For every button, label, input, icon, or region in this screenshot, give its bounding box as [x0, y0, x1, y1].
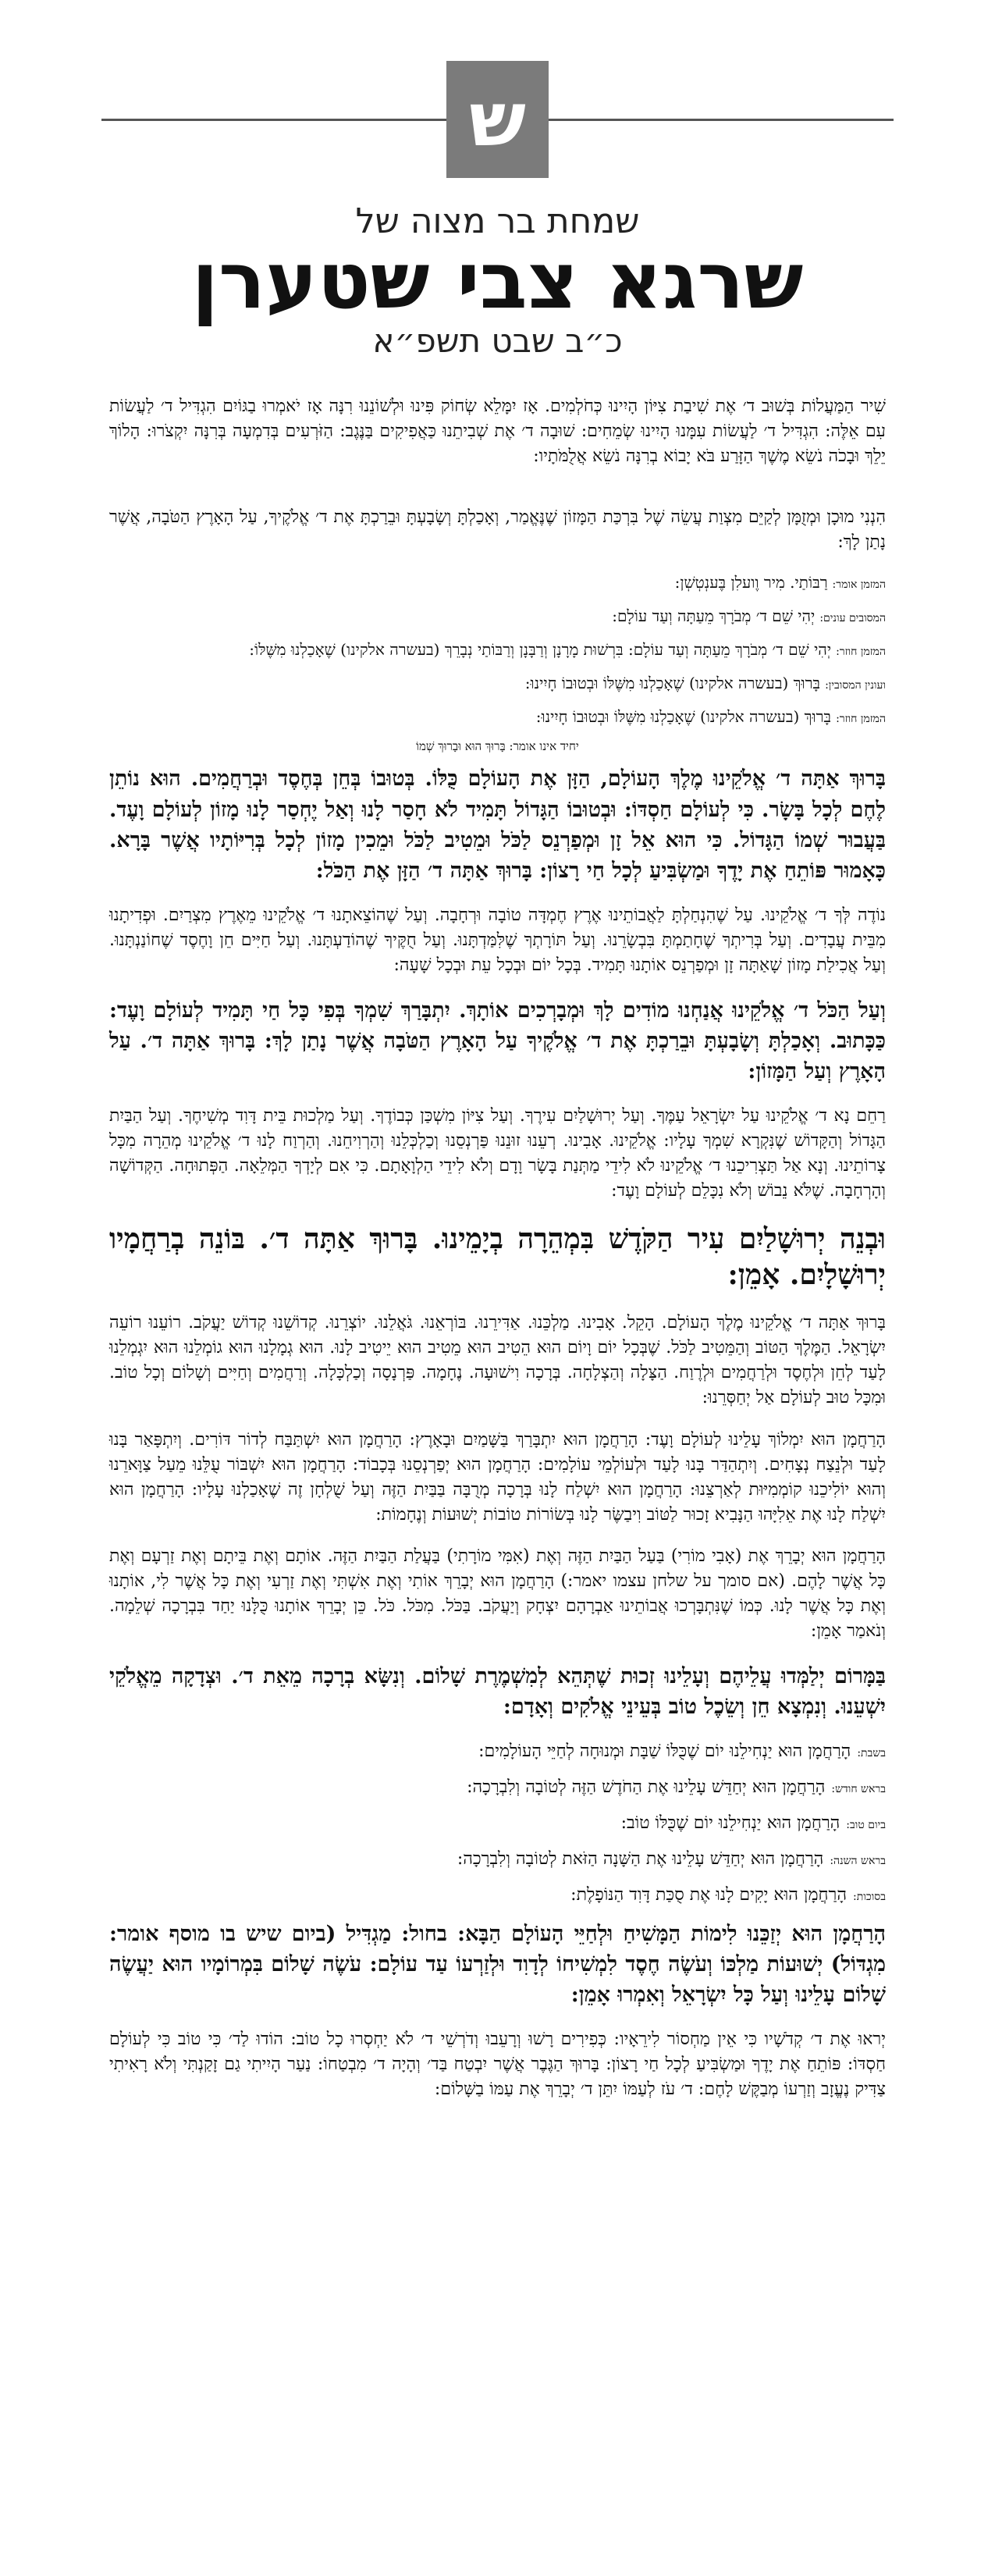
veal-hakol: וְעַל הַכֹּל ד׳ אֱלֹקֵינוּ אֲנַחְנוּ מוֹדִים לָךְ וּמְבָרְכִים אוֹתָךְ. יִתְבָּרַךְ שִׁמְךָ בְּפִי כָּל חַי תָּמִיד לְעוֹלָם וָעֶד: כַּכָּתוּב. וְאָכַלְתָּ וְשָׂבָעְתָּ וּבֵרַכְתָּ אֶת ד׳ אֱלֹקֶיךָ עַל הָאָרֶץ הַטֹּבָה אֲשֶׁר נָתַן לָךְ: בָּרוּךְ אַתָּה ד׳. עַל הָאָרֶץ וְעַל הַמָּזוֹן:	[109, 998, 886, 1083]
occasion-rosh-hashana	[109, 1847, 886, 1872]
occasion-tag: בסוכות:	[853, 1890, 886, 1903]
occasion-text: הָרַחֲמָן הוּא יַנְחִילֵנוּ יוֹם שֶׁכֻּלּוֹ טוֹב:	[620, 1813, 840, 1834]
harachaman-paragraph-3: הָרַחֲמָן הוּא יְזַכֵּנוּ לִימוֹת הַמָּשִׁיחַ וּלְחַיֵּי הָעוֹלָם הַבָּא: בחול: מַגְדִּיל (ביום שיש בו מוסף אומר: מִגְדּוֹל) יְשׁוּעוֹת מַלְכּוֹ וְעֹשֶׂה חֶסֶד לִמְשִׁיחוֹ לְדָוִד וּלְזַרְעוֹ עַד עוֹלָם: עֹשֶׂה שָׁלוֹם בִּמְרוֹמָיו הוּא יַעֲשֶׂה שָׁלוֹם עָלֵינוּ וְעַל כָּל יִשְׂרָאֵל וְאִמְרוּ אָמֵן:	[109, 1921, 886, 2007]
occasion-text: הָרַחֲמָן הוּא יָקִים לָנוּ אֶת סֻכַּת דָּוִד הַנּוֹפָלֶת:	[570, 1884, 848, 1905]
occasion-yom-tov	[109, 1811, 886, 1836]
yachid-note: יחיד אינו אומר: בָּרוּךְ הוּא וּבָרוּךְ שְׁמוֹ	[416, 739, 579, 754]
bamarom: בַּמָּרוֹם יְלַמְּדוּ עֲלֵיהֶם וְעָלֵינוּ זְכוּת שֶׁתְּהֵא לְמִשְׁמֶרֶת שָׁלוֹם. וְנִשָּׂא בְרָכָה מֵאֵת ד׳. וּצְדָקָה מֵאֱלֹקֵי יִשְׁעֵנוּ. וְנִמְצָא חֵן וְשֵׂכֶל טוֹב בְּעֵינֵי אֱלֹקִים וְאָדָם:	[109, 1663, 886, 1720]
header-rule-left	[101, 119, 446, 121]
celebrant-name: שרגא צבי שטערן	[191, 235, 804, 326]
occasion-tag: בראש השנה:	[830, 1854, 886, 1867]
event-date: כ״ב שבט תשפ״א	[372, 322, 623, 360]
spacer	[109, 486, 886, 505]
occasion-text: הָרַחֲמָן הוּא יְחַדֵּשׁ עָלֵינוּ אֶת הַחֹדֶשׁ הַזֶּה לְטוֹבָה וְלִבְרָכָה:	[467, 1777, 826, 1798]
zimun-line-4	[109, 672, 886, 695]
shir-hamaalos: שִׁיר הַמַּעֲלוֹת בְּשׁוּב ד׳ אֶת שִׁיבַת צִיּוֹן הָיִינוּ כְּחֹלְמִים. אָז יִמָּלֵא שְׂחוֹק פִּינוּ וּלְשׁוֹנֵנוּ רִנָּה אָז יֹאמְרוּ בַגּוֹיִם הִגְדִּיל ד׳ לַעֲשׂוֹת עִם אֵלֶּה: הִגְדִּיל ד׳ לַעֲשׂוֹת עִמָּנוּ הָיִינוּ שְׂמֵחִים: שׁוּבָה ד׳ אֶת שְׁבִיתֵנוּ כַּאֲפִיקִים בַּנֶּגֶב: הַזֹּרְעִים בְּדִמְעָה בְּרִנָּה יִקְצֹרוּ: הָלוֹךְ יֵלֵךְ וּבָכֹה נֹשֵׂא מֶשֶׁךְ הַזָּרַע בֹּא יָבוֹא בְרִנָּה נֹשֵׂא אֲלֻמֹּתָיו:	[109, 397, 886, 466]
zimun-line-5	[109, 706, 886, 728]
zimun-line-2	[109, 605, 886, 628]
uvneh-yerushalayim: וּבְנֵה יְרוּשָׁלַיִם עִיר הַקֹּדֶשׁ בִּמְהֵרָה בְיָמֵינוּ. בָּרוּךְ אַתָּה ד׳. בּוֹנֵה בְרַחֲמָיו יְרוּשָׁלָיִם. אָמֵן:	[109, 1222, 886, 1292]
nodeh-paragraph: נוֹדֶה לְּךָ ד׳ אֱלֹקֵינוּ. עַל שֶׁהִנְחַלְתָּ לַאֲבוֹתֵינוּ אֶרֶץ חֶמְדָּה טוֹבָה וּרְחָבָה. וְעַל שֶׁהוֹצֵאתָנוּ ד׳ אֱלֹקֵינוּ מֵאֶרֶץ מִצְרַיִם. וּפְדִיתָנוּ מִבֵּית עֲבָדִים. וְעַל בְּרִיתְךָ שֶׁחָתַמְתָּ בִּבְשָׂרֵנוּ. וְעַל תּוֹרָתְךָ שֶׁלִּמַּדְתָּנוּ. וְעַל חֻקֶּיךָ שֶׁהוֹדַעְתָּנוּ. וְעַל חַיִּים חֵן וָחֶסֶד שֶׁחוֹנַנְתָּנוּ. וְעַל אֲכִילַת מָזוֹן שָׁאַתָּה זָן וּמְפַרְנֵס אוֹתָנוּ תָּמִיד. בְּכָל יוֹם וּבְכָל עֵת וּבְכָל שָׁעָה:	[109, 906, 886, 975]
yeru-paragraph: יְראוּ אֶת ד׳ קְדֹשָׁיו כִּי אֵין מַחְסוֹר לִירֵאָיו: כְּפִירִים רָשׁוּ וְרָעֵבוּ וְדֹרְשֵׁי ד׳ לֹא יַחְסְרוּ כָל טוֹב: הוֹדוּ לַד׳ כִּי טוֹב כִּי לְעוֹלָם חַסְדּוֹ: פּוֹתֵחַ אֶת יָדֶךָ וּמַשְׂבִּיעַ לְכָל חַי רָצוֹן: בָּרוּךְ הַגֶּבֶר אֲשֶׁר יִבְטַח בַּד׳ וְהָיָה ד׳ מִבְטַחוֹ: נַעַר הָיִיתִי גַם זָקַנְתִּי וְלֹא רָאִיתִי צַדִּיק נֶעֱזָב וְזַרְעוֹ מְבַקֶּשׁ לָחֶם: ד׳ עֹז לְעַמּוֹ יִתֵּן ד׳ יְבָרֵךְ אֶת עַמּוֹ בַשָּׁלוֹם:	[109, 2030, 886, 2099]
zimun-text: בָּרוּךְ (בעשרה אלקינו) שֶׁאָכַלְנוּ מִשֶּׁלּוֹ וּבְטוּבוֹ חָיִינוּ:	[535, 707, 832, 727]
logo-letter: ש	[469, 76, 526, 163]
occasion-text: הָרַחֲמָן הוּא יַנְחִילֵנוּ יוֹם שֶׁכֻּלּוֹ שַׁבָּת וּמְנוּחָה לְחַיֵּי הָעוֹלָמִים:	[478, 1742, 851, 1762]
harachaman-paragraph-2: הָרַחֲמָן הוּא יְבָרֵךְ אֶת (אָבִי מוֹרִי) בַּעַל הַבַּיִת הַזֶּה וְאֶת (אִמִּי מוֹרָתִי) בַּעֲלַת הַבַּיִת הַזֶּה. אוֹתָם וְאֶת בֵּיתָם וְאֶת זַרְעָם וְאֶת כָּל אֲשֶׁר לָהֶם. (אם סומך על שלחן עצמו יאמר:) הָרַחֲמָן הוּא יְבָרֵךְ אוֹתִי וְאֶת אִשְׁתִּי וְאֶת זַרְעִי וְאֶת כָּל אֲשֶׁר לִי, אוֹתָנוּ וְאֶת כָּל אֲשֶׁר לָנוּ. כְּמוֹ שֶׁנִּתְבָּרְכוּ אֲבוֹתֵינוּ אַבְרָהָם יִצְחָק וְיַעֲקֹב. בַּכֹּל. מִכֹּל. כֹּל. כֵּן יְבָרֵךְ אוֹתָנוּ כֻּלָּנוּ יַחַד בִּבְרָכָה שְׁלֵמָה. וְנֹאמַר אָמֵן:	[109, 1546, 886, 1642]
occasion-tag: ביום טוב:	[846, 1819, 886, 1832]
zimun-text: רַבּוֹתַי. מִיר וֶועלִן בֶּענְטְשְׁן:	[674, 573, 828, 592]
zimun-line-3	[109, 639, 886, 661]
header-rule-right	[549, 119, 894, 121]
occasion-sukkos	[109, 1883, 886, 1908]
zimun-text: יְהִי שֵׁם ד׳ מְבֹרָךְ מֵעַתָּה וְעַד עוֹלָם:	[612, 607, 816, 626]
occasion-tag: בשבת:	[857, 1747, 886, 1760]
occasion-tag: בראש חודש:	[831, 1783, 886, 1796]
subtitle: שמחת בר מצוה של	[355, 201, 640, 241]
baruch-hazan: בָּרוּךְ אַתָּה ד׳ אֱלֹקֵינוּ מֶלֶךְ הָעוֹלָם, הַזָּן אֶת הָעוֹלָם כֻּלּוֹ. בְּטוּבוֹ בְּחֵן בְּחֶסֶד וּבְרַחֲמִים. הוּא נוֹתֵן לֶחֶם לְכָל בָּשָׂר. כִּי לְעוֹלָם חַסְדּוֹ: וּבְטוּבוֹ הַגָּדוֹל תָּמִיד לֹא חָסַר לָנוּ וְאַל יֶחְסַר לָנוּ מָזוֹן לְעוֹלָם וָעֶד. בַּעֲבוּר שְׁמוֹ הַגָּדוֹל. כִּי הוּא אֵל זָן וּמְפַרְנֵס לַכֹּל וּמֵטִיב לַכֹּל וּמֵכִין מָזוֹן לְכָל בְּרִיּוֹתָיו אֲשֶׁר בָּרָא. כָּאָמוּר פּוֹתֵחַ אֶת יָדֶךָ וּמַשְׂבִּיעַ לְכָל חַי רָצוֹן: בָּרוּךְ אַתָּה ד׳ הַזָּן אֶת הַכֹּל:	[109, 767, 886, 883]
zimun-text: יְהִי שֵׁם ד׳ מְבֹרָךְ מֵעַתָּה וְעַד עוֹלָם: בִּרְשׁוּת מָרָנָן וְרַבָּנָן וְרַבּוֹתַי נְבָרֵךְ (בעשרה אלקינו) שֶׁאָכַלְנוּ מִשֶּׁלּוֹ:	[249, 640, 832, 660]
zimun-tag: המזמן חוזר:	[836, 713, 886, 726]
baruch-hakel: בָּרוּךְ אַתָּה ד׳ אֱלֹקֵינוּ מֶלֶךְ הָעוֹלָם. הָקֵל. אָבִינוּ. מַלְכֵּנוּ. אַדִּירֵנוּ. בּוֹרְאֵנוּ. גֹּאֲלֵנוּ. יוֹצְרֵנוּ. קְדוֹשֵׁנוּ קְדוֹשׁ יַעֲקֹב. רוֹעֵנוּ רוֹעֵה יִשְׂרָאֵל. הַמֶּלֶךְ הַטּוֹב וְהַמֵּטִיב לַכֹּל. שֶׁבְּכָל יוֹם וָיוֹם הוּא הֵטִיב הוּא מֵטִיב הוּא יֵיטִיב לָנוּ. הוּא גְמָלָנוּ הוּא גוֹמְלֵנוּ הוּא יִגְמְלֵנוּ לָעַד לְחֵן וּלְחֶסֶד וּלְרַחֲמִים וּלְרֶוַח. הַצָּלָה וְהַצְלָחָה. בְּרָכָה וִישׁוּעָה. נֶחָמָה. פַּרְנָסָה וְכַלְכָּלָה. וְרַחֲמִים וְחַיִּים וְשָׁלוֹם וְכָל טוֹב. וּמִכָּל טוּב לְעוֹלָם אַל יְחַסְּרֵנוּ:	[109, 1313, 886, 1407]
rachem-paragraph: רַחֵם נָא ד׳ אֱלֹקֵינוּ עַל יִשְׂרָאֵל עַמֶּךָ. וְעַל יְרוּשָׁלַיִם עִירֶךָ. וְעַל צִיּוֹן מִשְׁכַּן כְּבוֹדֶךָ. וְעַל מַלְכוּת בֵּית דָּוִד מְשִׁיחֶךָ. וְעַל הַבַּיִת הַגָּדוֹל וְהַקָּדוֹשׁ שֶׁנִּקְרָא שִׁמְךָ עָלָיו: אֱלֹקֵינוּ. אָבִינוּ. רְעֵנוּ זוּנֵנוּ פַּרְנְסֵנוּ וְכַלְכְּלֵנוּ וְהַרְוִיחֵנוּ. וְהַרְוַח לָנוּ ד׳ אֱלֹקֵינוּ מְהֵרָה מִכָּל צָרוֹתֵינוּ. וְנָא אַל תַּצְרִיכֵנוּ ד׳ אֱלֹקֵינוּ לֹא לִידֵי מַתְּנַת בָּשָׂר וָדָם וְלֹא לִידֵי הַלְוָאָתָם. כִּי אִם לְיָדְךָ הַמְּלֵאָה. הַפְּתוּחָה. הַקְּדוֹשָׁה וְהָרְחָבָה. שֶׁלֹּא נֵבוֹשׁ וְלֹא נִכָּלֵם לְעוֹלָם וָעֶד:	[109, 1106, 886, 1201]
occasion-shabbos	[109, 1739, 886, 1764]
hineni-paragraph: הִנְנִי מוּכָן וּמְזֻמָּן לְקַיֵּם מִצְוַת עֲשֵׂה שֶׁל בִּרְכַּת הַמָּזוֹן שֶׁנֶּאֱמַר, וְאָכַלְתָּ וְשָׂבָעְתָּ וּבֵרַכְתָּ אֶת ד׳ אֱלֹקֶיךָ, עַל הָאָרֶץ הַטֹּבָה, אֲשֶׁר נָתַן לָךְ:	[109, 507, 886, 552]
zimun-text: בָּרוּךְ (בעשרה אלקינו) שֶׁאָכַלְנוּ מִשֶּׁלּוֹ וּבְטוּבוֹ חָיִינוּ:	[524, 674, 821, 693]
occasion-rosh-chodesh	[109, 1775, 886, 1800]
shin-logo	[446, 61, 549, 178]
zimun-tag: המזמן אומר:	[832, 578, 886, 592]
zimun-tag: המזמן חוזר:	[836, 646, 886, 659]
benching-text	[109, 394, 886, 2119]
zimun-line-1	[109, 571, 886, 594]
zimun-tag: המסובים עונים:	[819, 612, 886, 625]
harachaman-paragraph-1: הָרַחֲמָן הוּא יִמְלוֹךְ עָלֵינוּ לְעוֹלָם וָעֶד: הָרַחֲמָן הוּא יִתְבָּרַךְ בַּשָּׁמַיִם וּבָאָרֶץ: הָרַחֲמָן הוּא יִשְׁתַּבַּח לְדוֹר דּוֹרִים. וְיִתְפָּאַר בָּנוּ לָעַד וּלְנֵצַח נְצָחִים. וְיִתְהַדַּר בָּנוּ לָעַד וּלְעוֹלְמֵי עוֹלָמִים: הָרַחֲמָן הוּא יְפַרְנְסֵנוּ בְּכָבוֹד: הָרַחֲמָן הוּא יִשְׁבּוֹר עֻלֵּנוּ מֵעַל צַוָּארֵנוּ וְהוּא יוֹלִיכֵנוּ קוֹמְמִיּוּת לְאַרְצֵנוּ: הָרַחֲמָן הוּא יִשְׁלַח לָנוּ בְּרָכָה מְרֻבָּה בַּבַּיִת הַזֶּה וְעַל שֻׁלְחָן זֶה שֶׁאָכַלְנוּ עָלָיו: הָרַחֲמָן הוּא יִשְׁלַח לָנוּ אֶת אֵלִיָּהוּ הַנָּבִיא זָכוּר לַטּוֹב וִיבַשֶּׂר לָנוּ בְּשׂוֹרוֹת טוֹבוֹת יְשׁוּעוֹת וְנֶחָמוֹת:	[109, 1429, 887, 1525]
zimun-tag: ועונין המסובין:	[825, 679, 886, 692]
occasion-text: הָרַחֲמָן הוּא יְחַדֵּשׁ עָלֵינוּ אֶת הַשָּׁנָה הַזֹּאת לְטוֹבָה וְלִבְרָכָה:	[457, 1848, 824, 1869]
